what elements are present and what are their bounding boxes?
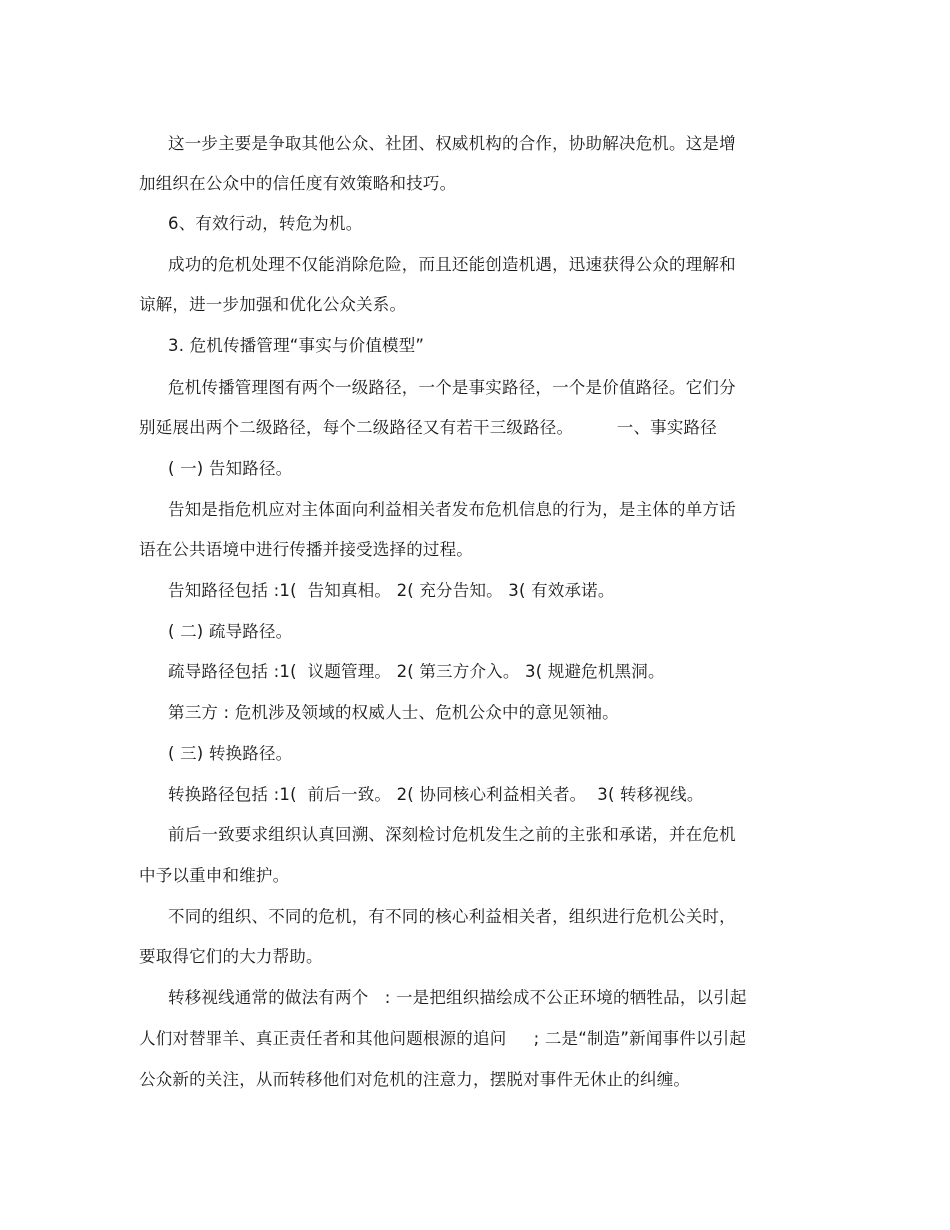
paragraph-line: 中予以重申和维护。 (139, 866, 290, 885)
paragraph-line: 不同的组织、不同的危机，有不同的核心利益相关者，组织进行危机公关时， (168, 907, 736, 926)
paragraph-line: 前后一致要求组织认真回溯、深刻检讨危机发生之前的主张和承诺，并在危机 (168, 825, 736, 844)
paragraph-line: 谅解，进一步加强和优化公众关系。 (139, 295, 407, 314)
paragraph-line: 别延展出两个二级路径，每个二级路径又有若干三级路径。 一、事实路径 (139, 418, 717, 437)
subsection-heading: ( 三) 转换路径。 (168, 744, 293, 763)
paragraph-line: 语在公共语境中进行传播并接受选择的过程。 (139, 540, 473, 559)
paragraph-line: 疏导路径包括 :1( 议题管理。 2( 第三方介入。 3( 规避危机黑洞。 (168, 662, 665, 681)
paragraph-line: 加组织在公众中的信任度有效策略和技巧。 (139, 174, 457, 193)
paragraph-line: 第三方 : 危机涉及领域的权威人士、危机公众中的意见领袖。 (168, 703, 619, 722)
paragraph-line: 要取得它们的大力帮助。 (139, 947, 323, 966)
paragraph-line: 告知是指危机应对主体面向利益相关者发布危机信息的行为，是主体的单方话 (168, 500, 736, 519)
section-heading: 3. 危机传播管理“事实与价值模型” (168, 336, 425, 355)
paragraph-line: 转移视线通常的做法有两个 : 一是把组织描绘成不公正环境的牺牲品，以引起 (168, 988, 747, 1007)
paragraph-line: 公众新的关注，从而转移他们对危机的注意力，摆脱对事件无休止的纠缠。 (139, 1070, 691, 1089)
paragraph-line: 人们对替罪羊、真正责任者和其他问题根源的追问 ; 二是“制造”新闻事件以引起 (139, 1029, 747, 1048)
section-heading: 6、有效行动，转危为机。 (168, 214, 363, 233)
subsection-heading: ( 一) 告知路径。 (168, 459, 293, 478)
paragraph-line: 这一步主要是争取其他公众、社团、权威机构的合作，协助解决危机。这是增 (168, 134, 736, 153)
subsection-heading: ( 二) 疏导路径。 (168, 622, 293, 641)
paragraph-line: 成功的危机处理不仅能消除危险，而且还能创造机遇，迅速获得公众的理解和 (168, 255, 736, 274)
paragraph-line: 转换路径包括 :1( 前后一致。 2( 协同核心利益相关者。 3( 转移视线。 (168, 785, 704, 804)
paragraph-line: 危机传播管理图有两个一级路径，一个是事实路径，一个是价值路径。它们分 (168, 378, 736, 397)
paragraph-line: 告知路径包括 :1( 告知真相。 2( 充分告知。 3( 有效承诺。 (168, 581, 615, 600)
